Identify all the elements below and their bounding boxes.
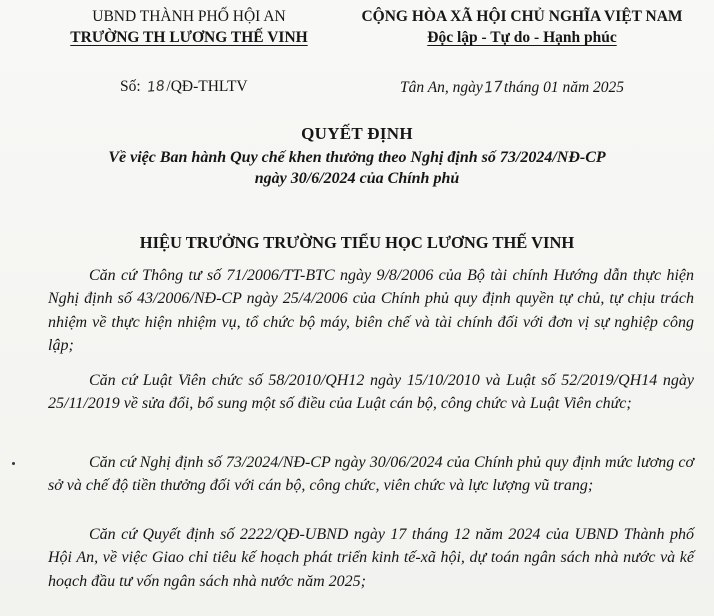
document-number — [120, 78, 248, 96]
subject-line-2: ngày 30/6/2024 của Chính phủ — [254, 170, 460, 187]
org-parent-name: UBND THÀNH PHỐ HỘI AN — [92, 8, 286, 25]
national-heading — [336, 6, 708, 48]
issuing-authority: HIỆU TRƯỞNG TRƯỜNG TIỂU HỌC LƯƠNG THẾ VINH — [139, 233, 575, 252]
document-title: QUYẾT ĐỊNH — [301, 124, 413, 143]
doc-number-suffix: /QĐ-THLTV — [166, 78, 248, 95]
legal-basis-paragraph: Căn cứ Thông tư số 71/2006/TT-BTC ngày 9/8/2006 của Bộ tài chính Hướng dẫn thực hiện Nghị định số 43/2006/NĐ-CP ngày 25/4/2006 của Chính phủ quy định quyền tự chủ, tự chịu trách nhiệm về thực hiện nhiệm vụ, tổ chức bộ máy, biên chế và tài chính đối với đơn vị sự nghiệp công lập; — [48, 267, 694, 354]
subject-line-1: Về việc Ban hành Quy chế khen thưởng theo Nghị định số 73/2024/NĐ-CP — [108, 149, 606, 166]
nation-name: CỘNG HÒA XÃ HỘI CHỦ NGHĨA VIỆT NAM — [361, 8, 683, 25]
date-suffix: tháng 01 năm 2025 — [503, 79, 625, 96]
document-subject — [60, 147, 654, 189]
legal-basis-paragraph: Căn cứ Quyết định số 2222/QĐ-UBND ngày 17 tháng 12 năm 2024 của UBND Thành phố Hội An, về việc Giao chỉ tiêu kế hoạch phát triển kinh tế-xã hội, dự toán ngân sách nhà nước và kế hoạch đầu tư vốn ngân sách nhà nước năm 2025; — [48, 526, 694, 590]
org-school-name: TRƯỜNG TH LƯƠNG THẾ VINH — [70, 29, 308, 46]
doc-number-prefix: Số: — [120, 78, 141, 95]
scan-speck — [12, 462, 15, 465]
legal-basis-paragraph: Căn cứ Luật Viên chức số 58/2010/QH12 ngày 15/10/2010 và Luật số 52/2019/QH14 ngày 25/11/2019 về sửa đổi, bổ sung một số điều của Luật cán bộ, công chức và Luật Viên chức; — [48, 372, 694, 413]
handwritten-doc-number: 18 — [145, 78, 166, 96]
issuing-organization — [44, 6, 334, 48]
national-motto: Độc lập - Tự do - Hạnh phúc — [427, 29, 617, 46]
date-prefix: Tân An, ngày — [400, 79, 483, 96]
document-date — [400, 78, 624, 97]
handwritten-day: 17 — [483, 77, 504, 97]
legal-basis-paragraph: Căn cứ Nghị định số 73/2024/NĐ-CP ngày 30/06/2024 của Chính phủ quy định mức lương cơ sở và chế độ tiền thưởng đối với cán bộ, công chức, viên chức và lực lượng vũ trang; — [48, 454, 694, 495]
